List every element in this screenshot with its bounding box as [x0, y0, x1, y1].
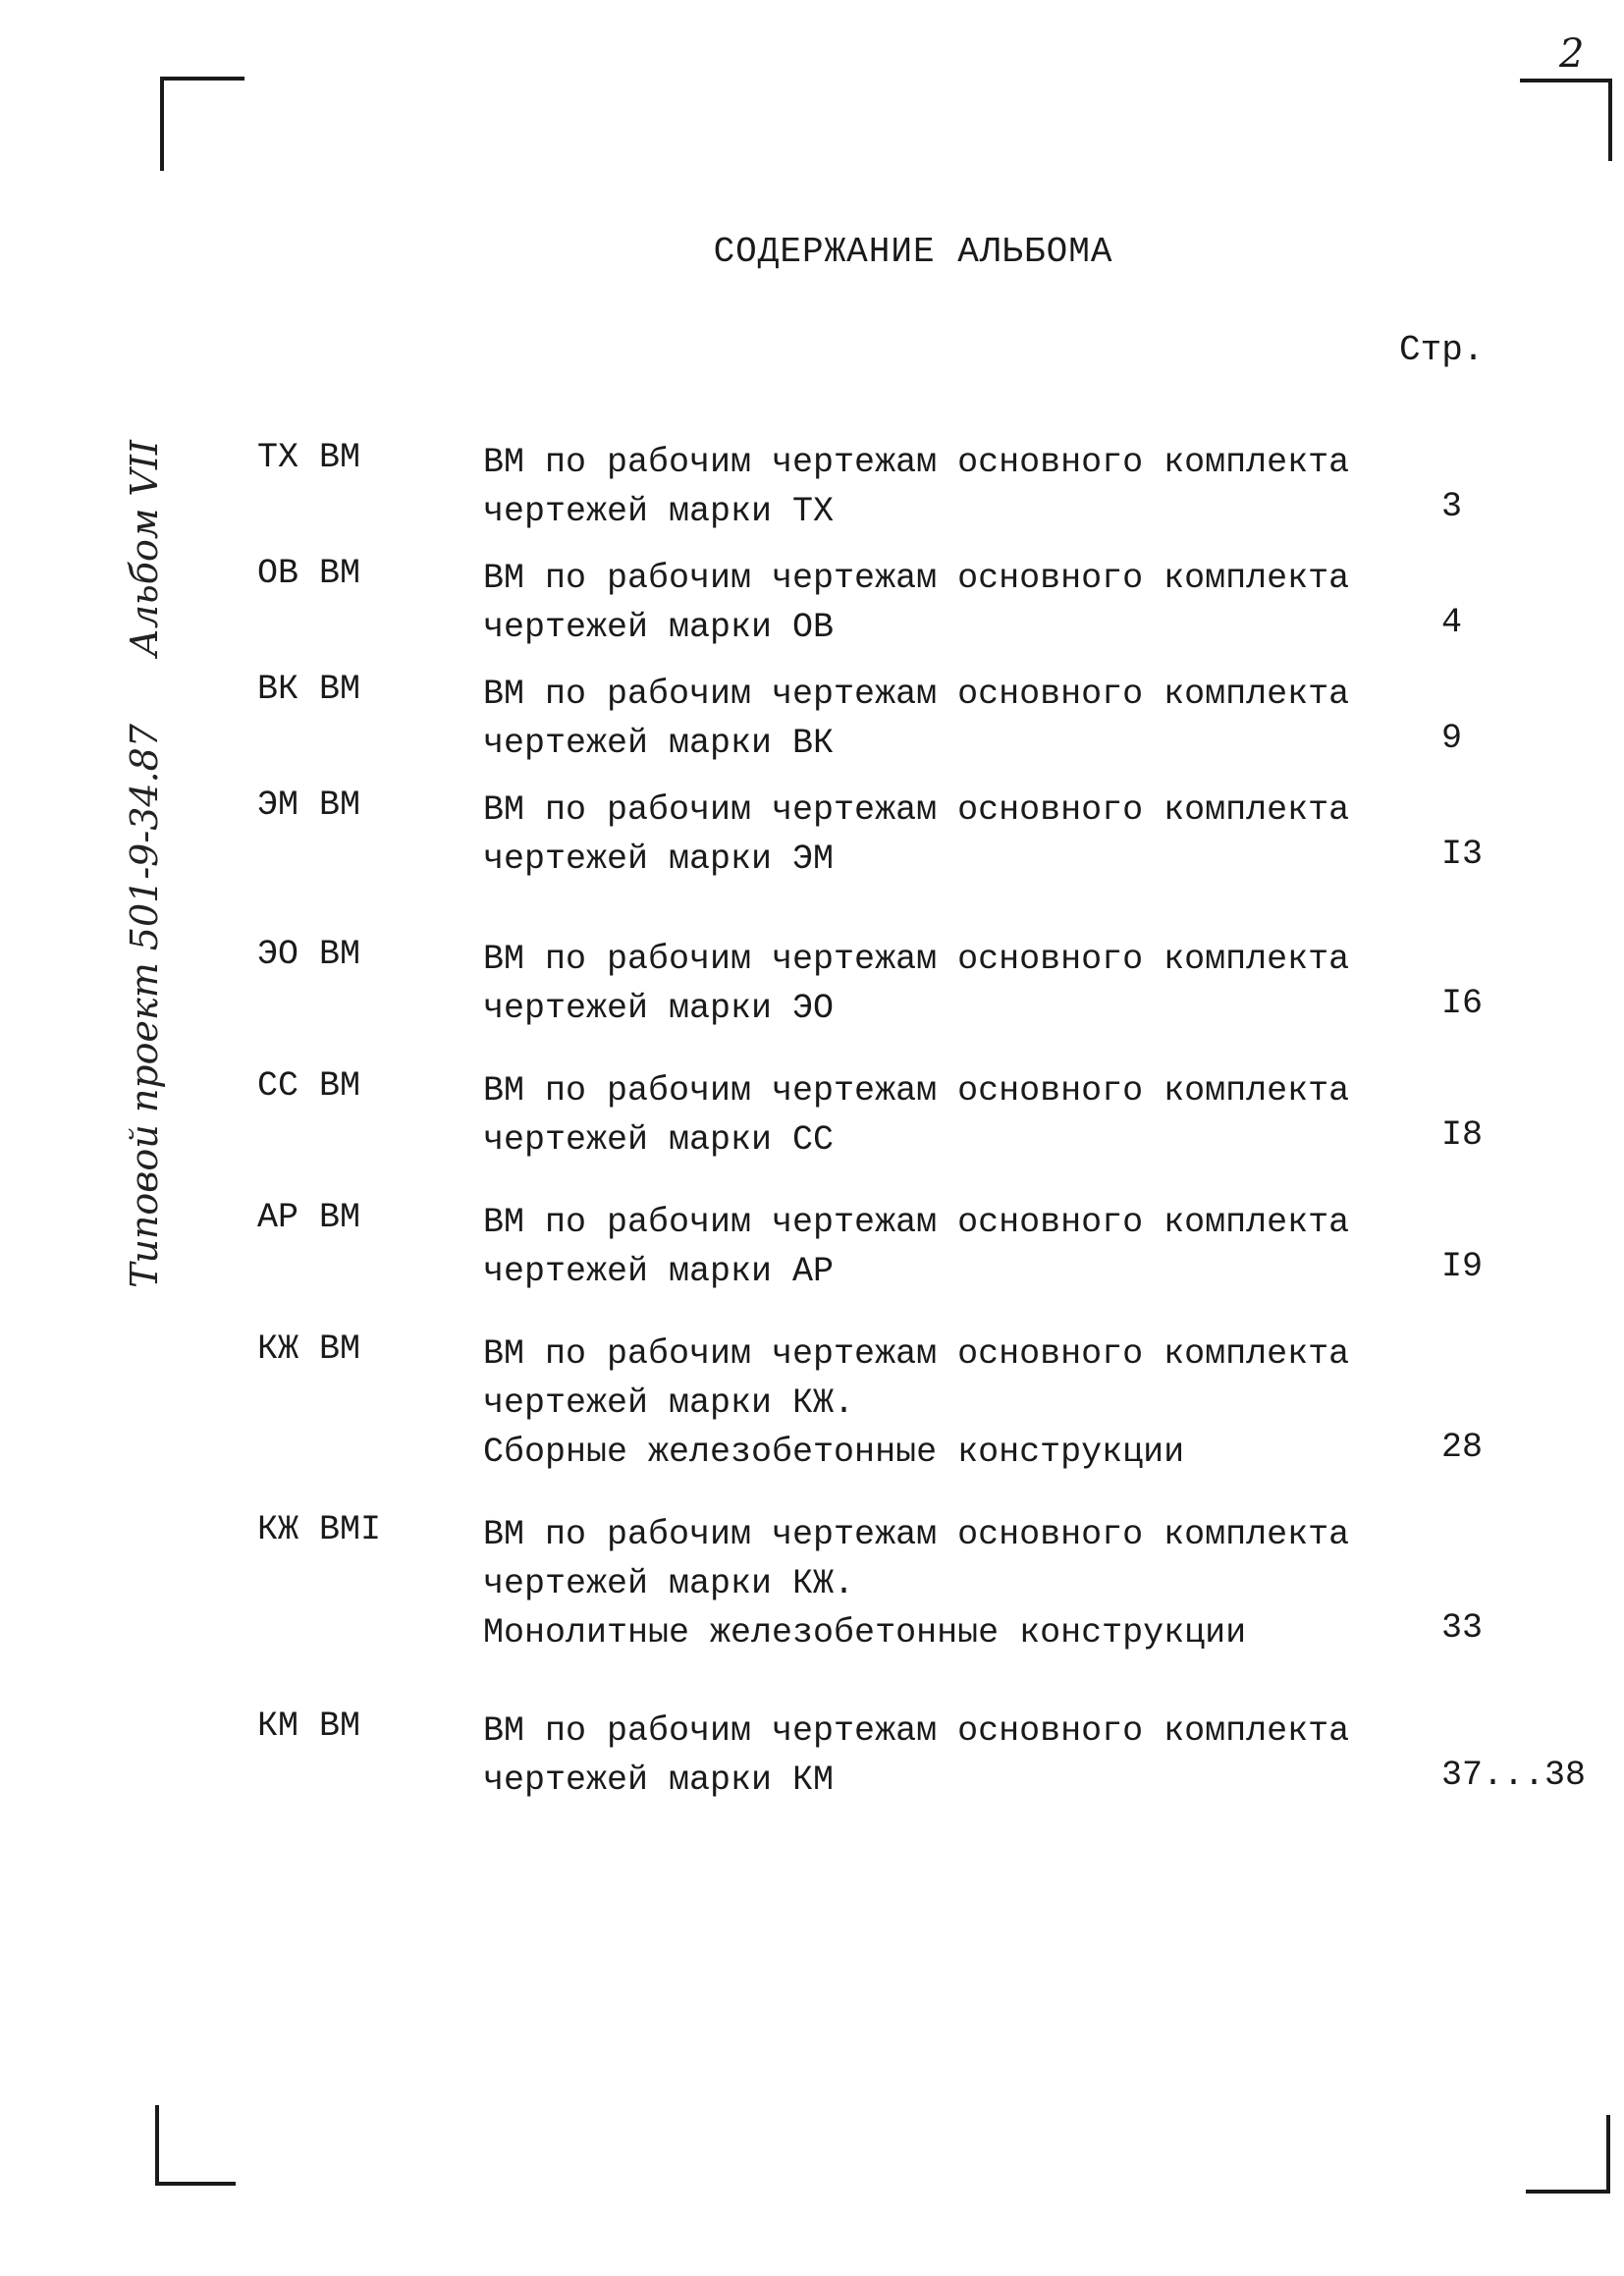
- entry-line: ВМ по рабочим чертежам основного комплекта: [483, 1711, 1350, 1751]
- entry-description: [483, 1329, 1349, 1477]
- crop-mark-bottom-right-h: [1526, 2190, 1610, 2194]
- entry-line: ВМ по рабочим чертежам основного комплекта: [483, 790, 1350, 830]
- entry-code: ТХ ВМ: [257, 438, 361, 477]
- crop-mark-top-right-h: [1520, 79, 1612, 82]
- crop-mark-bottom-right-v: [1606, 2115, 1610, 2194]
- page-column-header: Стр.: [1399, 330, 1485, 370]
- entry-description: [483, 1198, 1349, 1296]
- entry-line: ВМ по рабочим чертежам основного комплекта: [483, 1071, 1350, 1111]
- entry-page: I9: [1441, 1247, 1484, 1286]
- entry-code: ОВ ВМ: [257, 554, 361, 593]
- entry-line: чертежей марки СС: [483, 1120, 835, 1160]
- entry-code: АР ВМ: [257, 1198, 361, 1237]
- entry-page: I3: [1441, 835, 1484, 874]
- crop-mark-top-right-v: [1608, 79, 1612, 161]
- entry-code: ЭО ВМ: [257, 935, 361, 974]
- entry-line: ВМ по рабочим чертежам основного комплекта: [483, 1203, 1350, 1242]
- entry-description: [483, 1707, 1349, 1805]
- entry-line: ВМ по рабочим чертежам основного комплекта: [483, 940, 1350, 979]
- crop-mark-bottom-left-v: [155, 2105, 159, 2186]
- entry-page: 9: [1441, 719, 1463, 758]
- entry-code: КЖ ВМ: [257, 1329, 361, 1369]
- entry-line: чертежей марки ОВ: [483, 608, 835, 647]
- project-designation: Типовой проект 501-9-34.87: [123, 724, 166, 1288]
- entry-line: чертежей марки КЖ.: [483, 1564, 855, 1603]
- entry-code: КМ ВМ: [257, 1707, 361, 1746]
- entry-line: чертежей марки ТХ: [483, 492, 835, 531]
- crop-mark-bottom-left-h: [155, 2182, 236, 2186]
- page-number: 2: [1559, 31, 1585, 77]
- entry-line: Сборные железобетонные конструкции: [483, 1433, 1185, 1472]
- entry-line: чертежей марки ЭМ: [483, 840, 835, 879]
- entry-page: 33: [1441, 1608, 1484, 1648]
- entry-description: [483, 670, 1349, 768]
- crop-mark-top-left-h: [160, 77, 244, 81]
- entry-page: 28: [1441, 1428, 1484, 1467]
- entry-line: чертежей марки ЭО: [483, 989, 835, 1028]
- entry-line: чертежей марки КМ: [483, 1761, 835, 1800]
- entry-line: ВМ по рабочим чертежам основного комплекта: [483, 559, 1350, 598]
- entry-line: ВМ по рабочим чертежам основного комплекта: [483, 1334, 1350, 1374]
- entry-line: чертежей марки КЖ.: [483, 1383, 855, 1423]
- entry-description: [483, 1510, 1349, 1657]
- entry-description: [483, 935, 1349, 1033]
- entry-code: ВК ВМ: [257, 670, 361, 709]
- entry-description: [483, 786, 1349, 884]
- entry-line: ВМ по рабочим чертежам основного комплекта: [483, 675, 1350, 714]
- entry-line: ВМ по рабочим чертежам основного комплекта: [483, 443, 1350, 482]
- entry-code: КЖ ВМI: [257, 1510, 382, 1549]
- page-title: СОДЕРЖАНИЕ АЛЬБОМА: [713, 232, 1113, 272]
- entry-page: 37...38: [1441, 1756, 1587, 1795]
- side-stamp: [123, 440, 166, 1288]
- entry-page: I8: [1441, 1115, 1484, 1155]
- entry-code: СС ВМ: [257, 1066, 361, 1106]
- entry-description: [483, 1066, 1349, 1165]
- entry-description: [483, 438, 1349, 536]
- album-designation: Альбом VII: [123, 440, 166, 657]
- entry-line: Монолитные железобетонные конструкции: [483, 1613, 1247, 1653]
- entry-line: чертежей марки АР: [483, 1252, 835, 1291]
- entry-page: 3: [1441, 487, 1463, 526]
- entry-line: ВМ по рабочим чертежам основного комплекта: [483, 1515, 1350, 1554]
- entry-description: [483, 554, 1349, 652]
- entry-page: 4: [1441, 603, 1463, 642]
- entry-code: ЭМ ВМ: [257, 786, 361, 825]
- entry-page: I6: [1441, 984, 1484, 1023]
- entry-line: чертежей марки ВК: [483, 724, 835, 763]
- crop-mark-top-left-v: [160, 77, 164, 171]
